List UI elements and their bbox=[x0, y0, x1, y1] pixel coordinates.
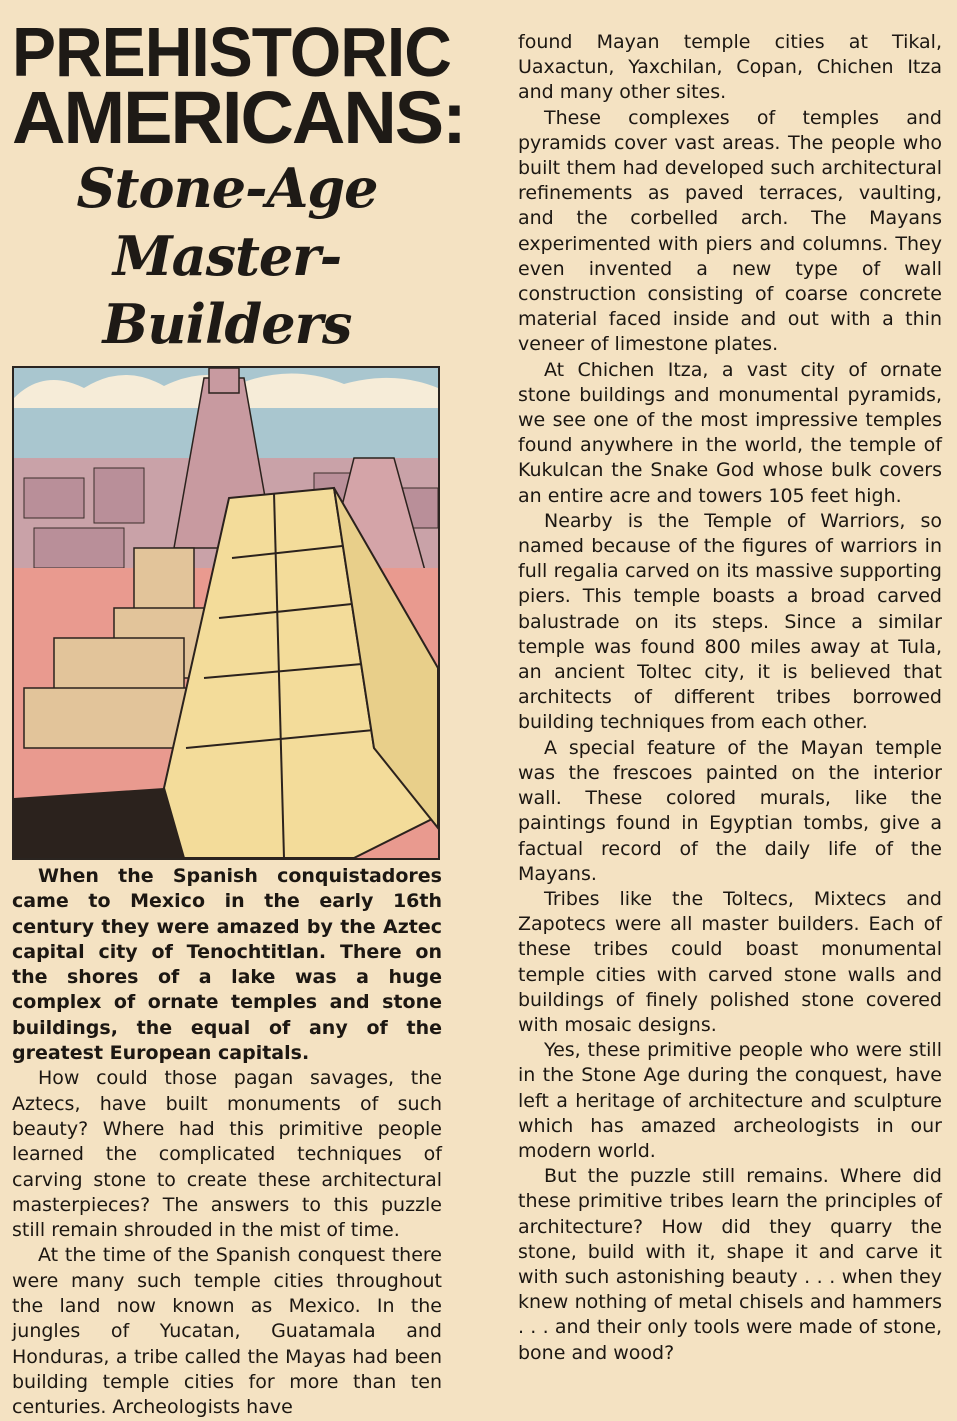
paragraph: Nearby is the Temple of Warriors, so named because of the figures of warriors in full regalia carved on its massive supporting piers. This temple boasts a broad carved balustrade on its steps. Since a similar temple was found 800 miles away at Tula, an ancient Toltec city, it is believed that architects of different tribes borrowed building techniques from each other. bbox=[518, 509, 942, 734]
paragraph-intro: When the Spanish conquistadores came to Mexico in the early 16th century they were amazed by the Aztec capital city of Tenochtitlan. There on the shores of a lake was a huge complex of ornate temples and stone buildings, the equal of any of the greatest European capitals. bbox=[12, 865, 442, 1065]
left-column bbox=[12, 13, 465, 1421]
paragraph: Tribes like the Toltecs, Mixtecs and Zapotecs were all master builders. Each of these tribes could boast monumental temple cities with carved stone walls and buildings of finely polished stone covered with mosaic designs. bbox=[518, 887, 942, 1036]
paragraph: A special feature of the Mayan temple was the frescoes painted on the interior wall. These colored murals, like the paintings found in Egyptian tombs, give a factual record of the daily life of the Mayans. bbox=[518, 736, 942, 885]
paragraph: Yes, these primitive people who were still in the Stone Age during the conquest, have left a heritage of architecture and sculpture which has amazed archeologists in our modern world. bbox=[518, 1039, 942, 1162]
title-line-2: AMERICANS: bbox=[12, 76, 465, 159]
paragraph: These complexes of temples and pyramids cover vast areas. The people who built them had developed such architectural refinements as paved terraces, vaulting, and the corbelled arch. The Mayans experimented with piers and columns. They even invented a new type of wall construction consisting of coarse concrete material faced inside and out with a thin veneer of limestone plates. bbox=[518, 106, 942, 356]
left-text bbox=[12, 864, 442, 1421]
paragraph: At the time of the Spanish conquest there were many such temple cities throughout the land now known as Mexico. In the jungles of Yucatan, Guatamala and Honduras, a tribe called the Mayas had been building temple cities for more than ten centuries. Archeologists have bbox=[12, 1244, 442, 1419]
subtitle-line-2: Master-Builders bbox=[102, 224, 352, 356]
paragraph: At Chichen Itza, a vast city of ornate stone buildings and monumental pyramids, we see one of the most impressive temples found anywhere in the world, the temple of Kukulcan the Snake God whose bulk covers an entire acre and towers 105 feet high. bbox=[518, 358, 942, 507]
title-line-1: PREHISTORIC bbox=[12, 13, 451, 91]
pyramid-illustration bbox=[12, 366, 440, 860]
paragraph: How could those pagan savages, the Aztecs, have built monuments of such beauty? Where had this primitive people learned the complicated techniques of carving stone to create these architectural masterpieces? The answers to this puzzle still remain shrouded in the mist of time. bbox=[12, 1067, 442, 1242]
mayan-temple-city-drawing bbox=[14, 368, 438, 858]
paragraph: But the puzzle still remains. Where did these primitive tribes learn the principles of architecture? How did they quarry the stone, build with it, shape it and carve it with such astonishing beauty . . . when they knew nothing of metal chisels and hammers . . . and their only tools were made of stone, bone and wood? bbox=[518, 1165, 942, 1364]
subtitle-line-1: Stone-Age bbox=[76, 156, 378, 220]
title-block bbox=[12, 13, 465, 358]
paragraph-continued: found Mayan temple cities at Tikal, Uaxactun, Yaxchilan, Copan, Chichen Itza and many other sites. bbox=[518, 31, 942, 104]
right-column bbox=[518, 30, 942, 1366]
